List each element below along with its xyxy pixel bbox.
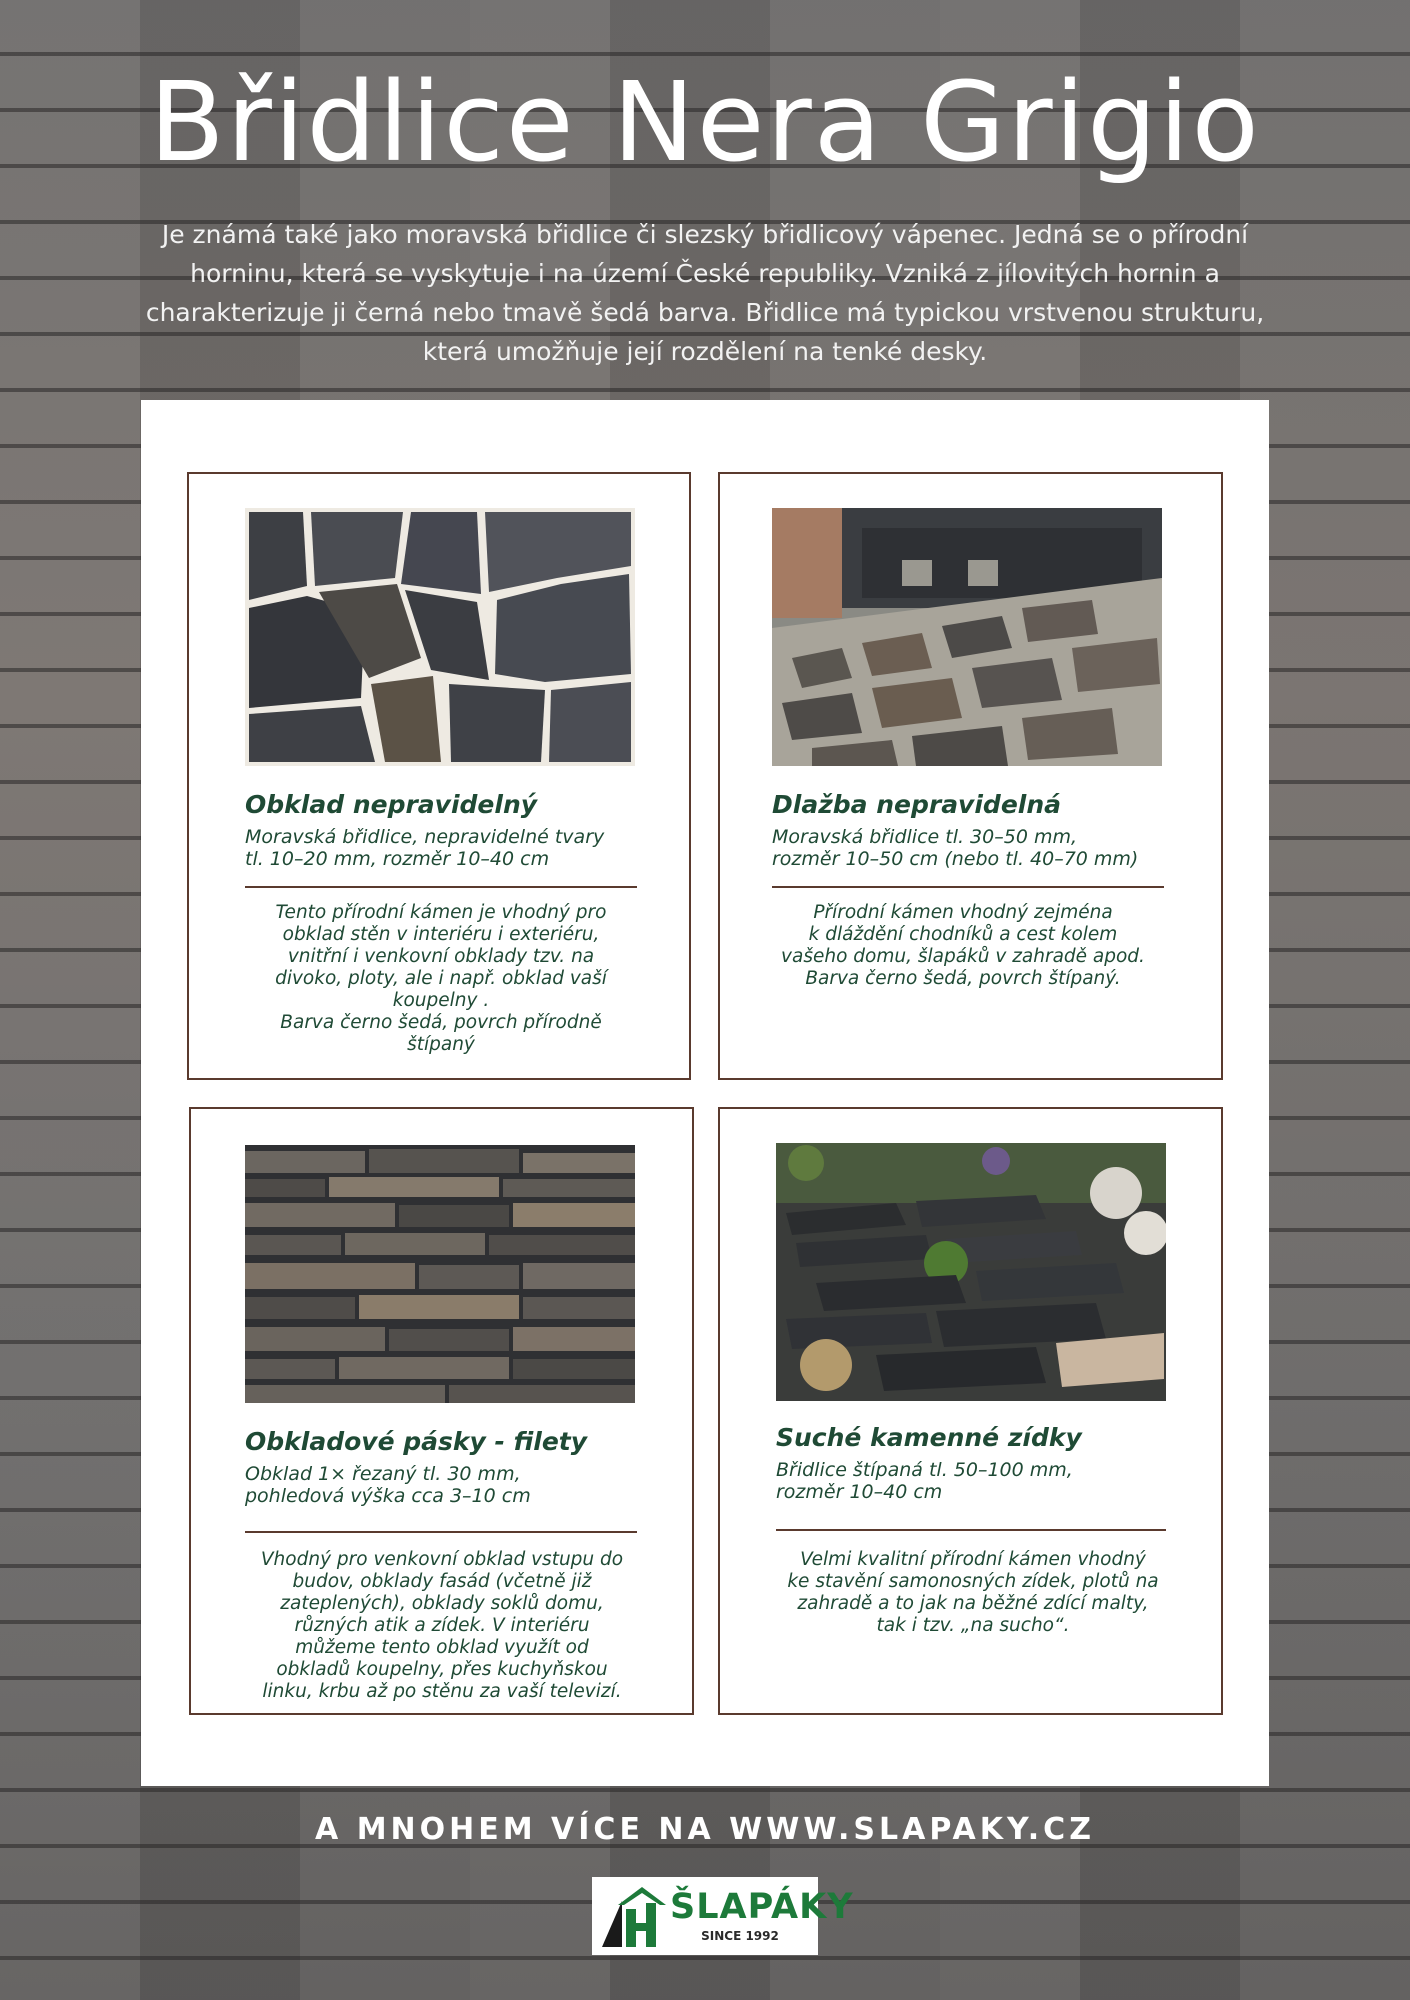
logo-brand-text: ŠLAPÁKY xyxy=(670,1887,854,1927)
desc-line: můžeme tento obklad využít od xyxy=(295,1637,589,1658)
desc-line: zahradě a to jak na běžné zdící malty, xyxy=(797,1593,1149,1614)
photo-stone-strips xyxy=(245,1145,635,1403)
card-title: Dlažba nepravidelná xyxy=(772,790,1062,819)
desc-line: zateplených), obklady soklů domu, xyxy=(280,1593,604,1614)
desc-line: různých atik a zídek. V interiéru xyxy=(294,1615,590,1636)
divider xyxy=(245,886,637,888)
desc-line: Přírodní kámen vhodný zejména xyxy=(813,902,1113,923)
product-card-obklad xyxy=(187,472,691,1080)
spec-line: tl. 10–20 mm, rozměr 10–40 cm xyxy=(245,848,550,870)
desc-line: obklad stěn v interiéru i exteriéru, xyxy=(282,924,600,945)
desc-line: ke stavění samonosných zídek, plotů na xyxy=(787,1571,1159,1592)
card-description xyxy=(209,902,673,1056)
card-description xyxy=(203,1549,681,1703)
page-title: Břidlice Nera Grigio xyxy=(149,58,1261,186)
desc-line: Tento přírodní kámen je vhodný pro xyxy=(275,902,607,923)
spec-line: Obklad 1× řezaný tl. 30 mm, xyxy=(245,1463,521,1485)
spec-line: Břidlice štípaná tl. 50–100 mm, xyxy=(776,1459,1073,1481)
product-card-filety xyxy=(189,1107,694,1715)
card-title: Obkladové pásky - filety xyxy=(245,1427,588,1456)
photo-irregular-cladding xyxy=(245,508,635,766)
desc-line: vašeho domu, šlapáků v zahradě apod. xyxy=(781,946,1145,967)
logo-mark-icon xyxy=(598,1883,672,1949)
photo-dry-stone-walls xyxy=(776,1143,1166,1401)
desc-line: obkladů koupelny, přes kuchyňskou xyxy=(276,1659,608,1680)
website-link[interactable]: A MNOHEM VÍCE NA WWW.SLAPAKY.CZ xyxy=(315,1812,1095,1847)
spec-line: rozměr 10–40 cm xyxy=(776,1481,943,1503)
intro-paragraph: Je známá také jako moravská břidlice či slezský břidlicový vápenec. Jedná se o přírodní horninu, která se vyskytuje i na území České republiky. Vzniká z jílovitých hornin a charakterizuje ji černá nebo tmavě šedá barva. Břidlice má typickou vrstvenou strukturu, která umožňuje její rozdělení na tenké desky. xyxy=(145,220,1265,366)
card-spec xyxy=(245,1463,665,1507)
desc-line: tak i tzv. „na sucho“. xyxy=(876,1615,1070,1636)
desc-line: Barva černo šedá, povrch štípaný. xyxy=(805,968,1121,989)
desc-line: Vhodný pro venkovní obklad vstupu do xyxy=(260,1549,624,1570)
desc-line: budov, obklady fasád (včetně již xyxy=(292,1571,592,1592)
card-spec xyxy=(772,826,1212,870)
photo-irregular-paving xyxy=(772,508,1162,766)
product-card-zidky xyxy=(718,1107,1223,1715)
card-description xyxy=(748,1549,1198,1637)
divider xyxy=(245,1531,637,1533)
desc-line: k dláždění chodníků a cest kolem xyxy=(808,924,1118,945)
logo-since-text: SINCE 1992 xyxy=(701,1929,779,1943)
desc-line: Velmi kvalitní přírodní kámen vhodný xyxy=(800,1549,1146,1570)
card-title: Suché kamenné zídky xyxy=(776,1423,1082,1452)
desc-line: divoko, ploty, ale i např. obklad vaší xyxy=(275,968,607,989)
spec-line: Moravská břidlice tl. 30–50 mm, xyxy=(772,826,1078,848)
spec-line: pohledová výška cca 3–10 cm xyxy=(245,1485,531,1507)
content-panel xyxy=(141,400,1269,1786)
card-spec xyxy=(776,1459,1196,1503)
desc-line: Barva černo šedá, povrch přírodně xyxy=(280,1012,602,1033)
divider xyxy=(776,1529,1166,1531)
divider xyxy=(772,886,1164,888)
desc-line: štípaný xyxy=(407,1034,475,1055)
desc-line: vnitřní i venkovní obklady tzv. na xyxy=(287,946,595,967)
slapaky-logo[interactable] xyxy=(592,1877,854,1955)
desc-line: linku, krbu až po stěnu za vaší televizí. xyxy=(262,1681,622,1702)
card-spec xyxy=(245,826,665,870)
card-description xyxy=(738,902,1188,990)
product-card-dlazba xyxy=(718,472,1223,1080)
card-title: Obklad nepravidelný xyxy=(245,790,538,819)
spec-line: rozměr 10–50 cm (nebo tl. 40–70 mm) xyxy=(772,848,1139,870)
spec-line: Moravská břidlice, nepravidelné tvary xyxy=(245,826,605,848)
desc-line: koupelny . xyxy=(392,990,490,1011)
